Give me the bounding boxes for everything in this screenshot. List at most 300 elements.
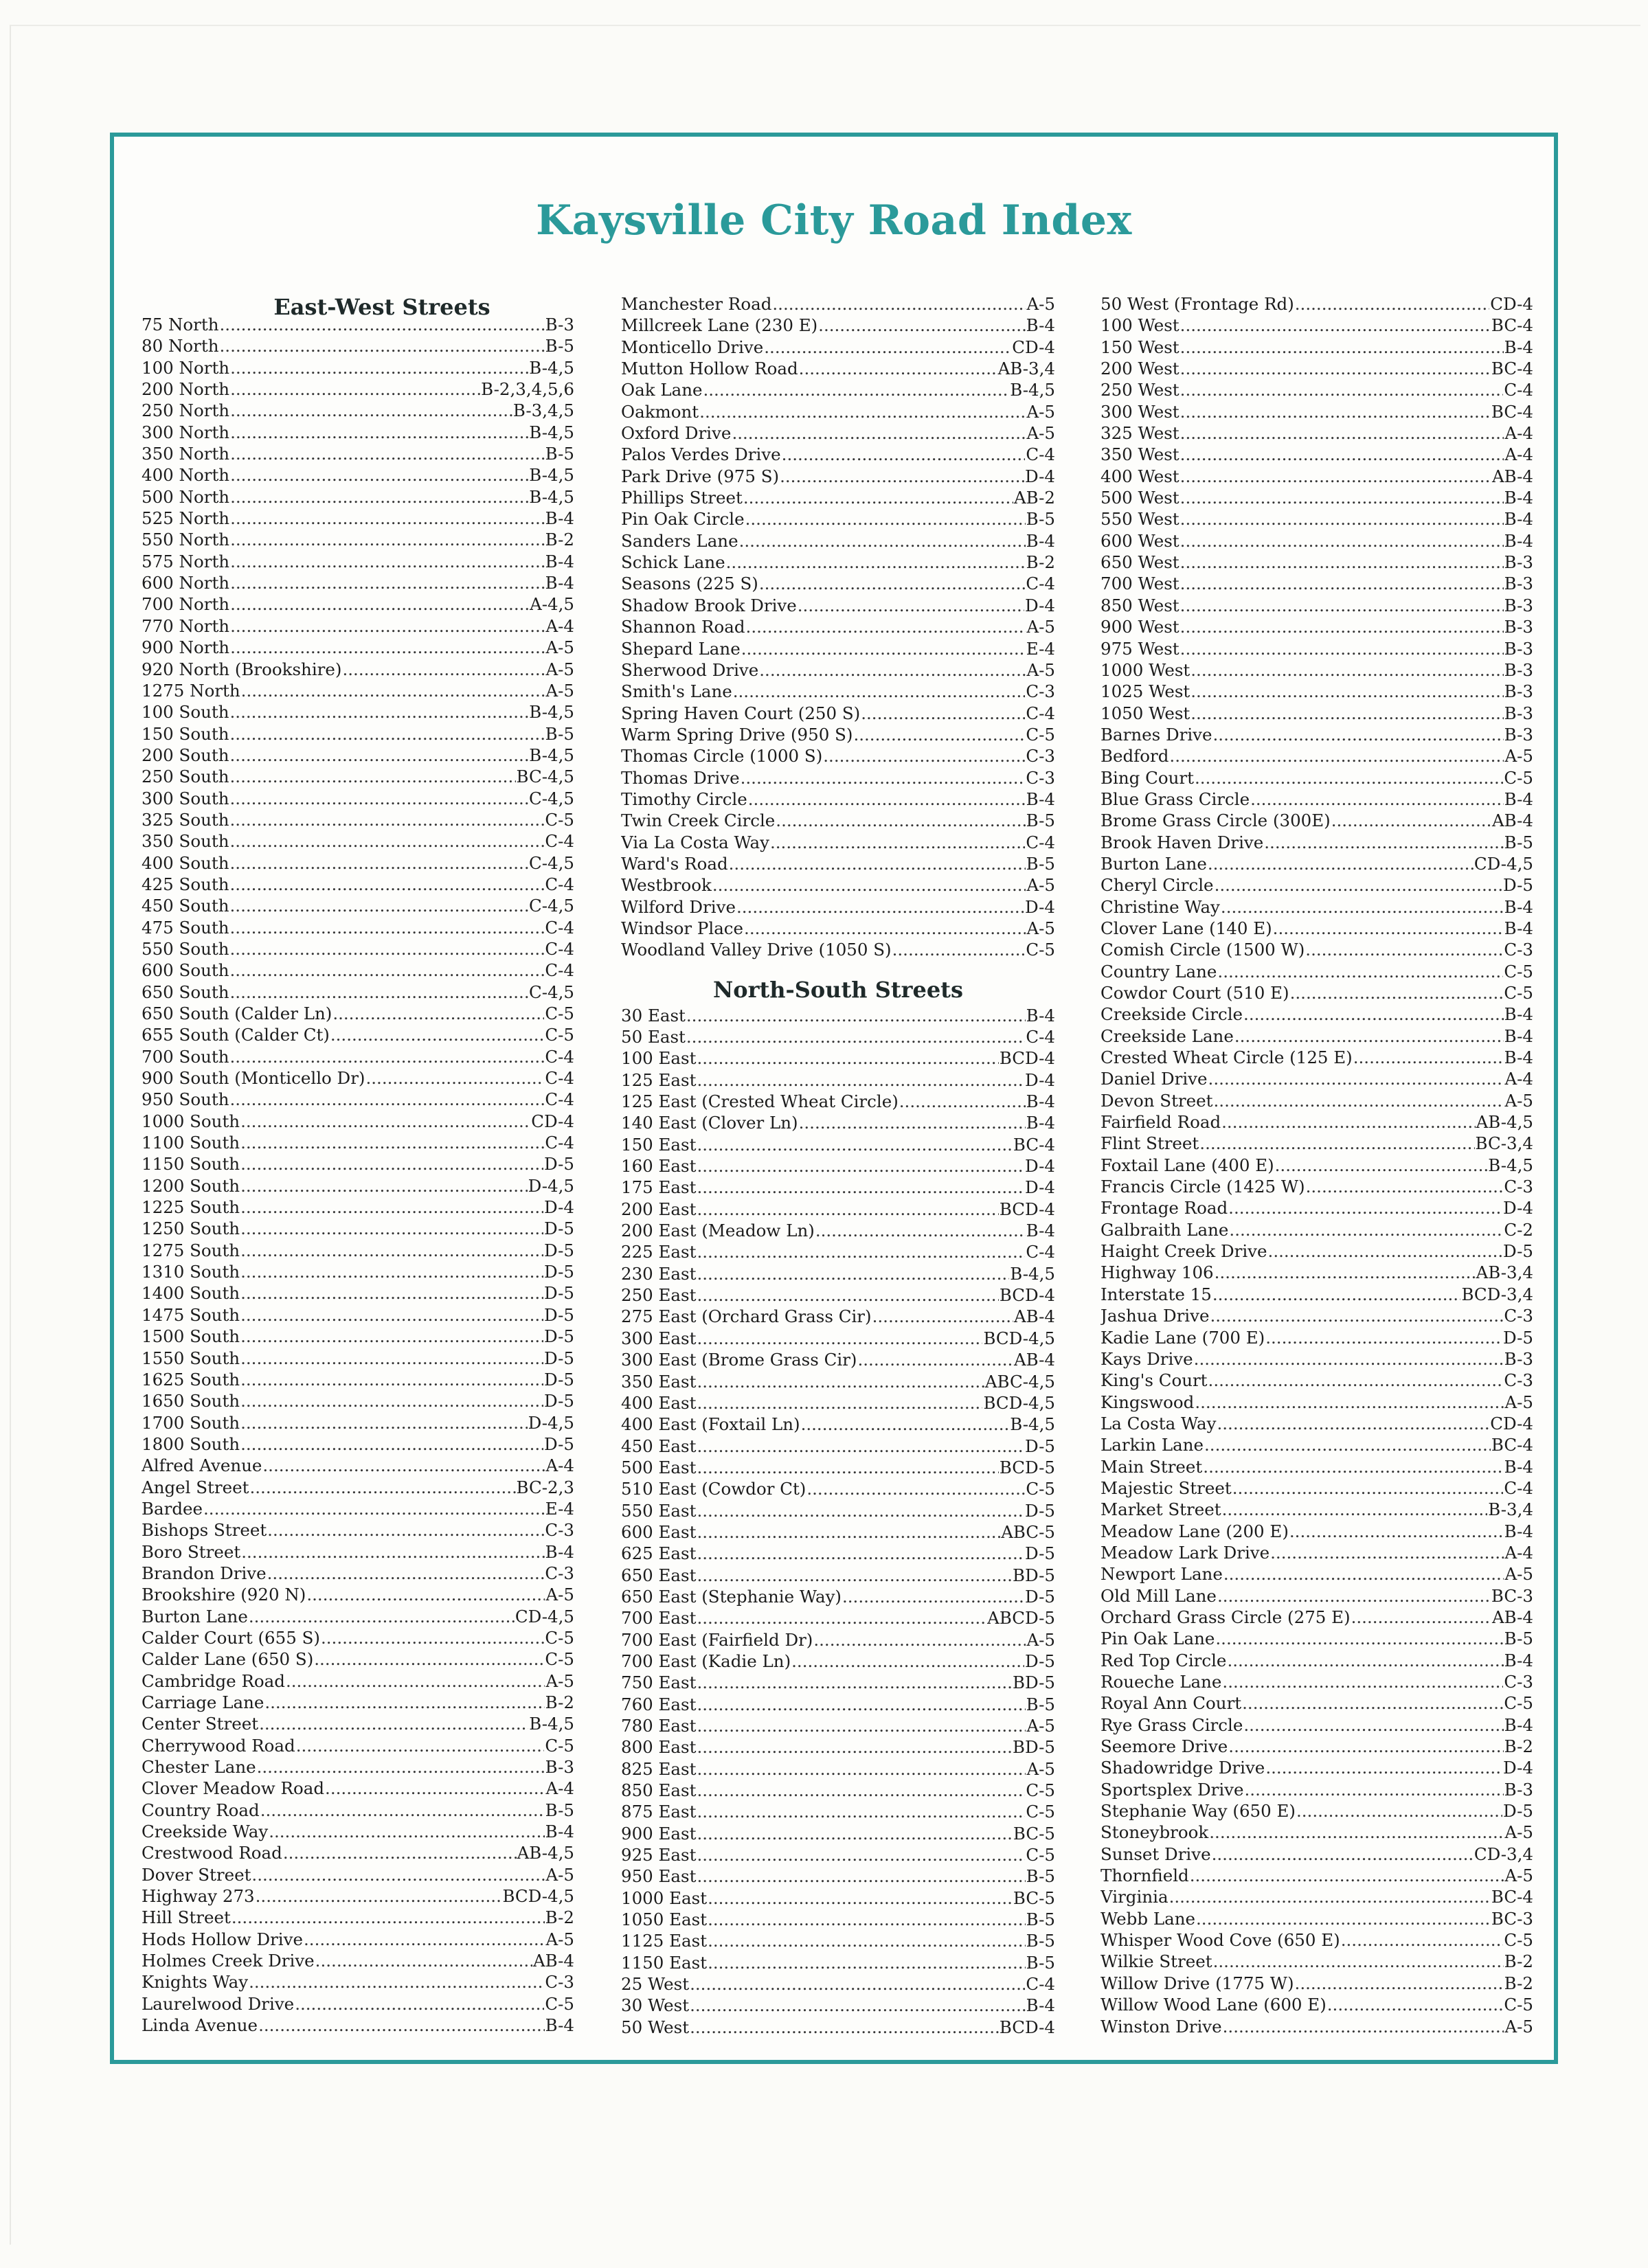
street-name: Warm Spring Drive (950 S) — [621, 724, 853, 745]
index-entry — [621, 401, 1055, 422]
dot-leader — [743, 487, 1013, 508]
index-entry — [1100, 1219, 1533, 1240]
street-name: 150 East — [621, 1134, 697, 1155]
map-grid-reference: A-5 — [1504, 1090, 1533, 1111]
index-entry — [142, 529, 574, 550]
street-name: 30 West — [621, 1995, 690, 2016]
dot-leader — [304, 1929, 545, 1950]
map-grid-reference: B-4,5 — [529, 486, 574, 507]
street-name: 500 North — [142, 486, 230, 507]
dot-leader — [314, 1648, 544, 1670]
index-entry — [1100, 724, 1533, 745]
street-name: 825 East — [621, 1758, 697, 1779]
dot-leader — [240, 1326, 543, 1347]
index-entry — [621, 638, 1055, 659]
map-grid-reference: A-5 — [1504, 1392, 1533, 1412]
index-entry — [142, 1153, 574, 1175]
map-grid-reference: C-4 — [1026, 1974, 1055, 1995]
dot-leader — [230, 637, 545, 658]
index-entry — [142, 1477, 574, 1498]
map-grid-reference: BC-4 — [1491, 1887, 1533, 1907]
index-entry — [142, 1842, 574, 1863]
dot-leader — [1232, 1477, 1504, 1499]
index-entry — [142, 874, 574, 895]
index-entry — [142, 1024, 574, 1045]
dot-leader — [306, 1584, 545, 1605]
map-grid-reference: C-4 — [545, 938, 574, 959]
street-name: 900 South (Monticello Dr) — [142, 1068, 365, 1089]
index-entry — [621, 1844, 1055, 1866]
index-entry — [1100, 1499, 1533, 1520]
dot-leader — [799, 1112, 1026, 1133]
index-entry — [1100, 896, 1533, 918]
index-entry — [1100, 1240, 1533, 1262]
street-name: Red Top Circle — [1100, 1650, 1227, 1670]
map-grid-reference: C-4 — [545, 917, 574, 938]
street-name: Thomas Circle (1000 S) — [621, 746, 823, 767]
map-grid-reference: C-3 — [1504, 1672, 1533, 1692]
index-entry — [142, 788, 574, 809]
street-name: Main Street — [1100, 1456, 1203, 1477]
index-entry — [1100, 1111, 1533, 1133]
dot-leader — [823, 745, 1025, 767]
index-entry — [621, 2017, 1055, 2038]
dot-leader — [230, 852, 529, 874]
index-entry — [621, 530, 1055, 552]
index-entry — [1100, 853, 1533, 874]
street-name: 1150 East — [621, 1952, 708, 1973]
index-entry — [1100, 293, 1533, 315]
map-grid-reference: B-3 — [1504, 617, 1533, 637]
street-name: Park Drive (975 S) — [621, 466, 780, 486]
index-entry — [621, 1457, 1055, 1478]
map-grid-reference: B-4 — [545, 508, 574, 529]
index-entry — [621, 1414, 1055, 1435]
index-entry — [142, 1067, 574, 1089]
street-name: Dover Street — [142, 1864, 251, 1885]
index-entry — [142, 464, 574, 486]
map-grid-reference: AB-3,4 — [1476, 1262, 1533, 1283]
index-entry — [1100, 508, 1533, 530]
dot-leader — [686, 1026, 1026, 1047]
street-name: Stephanie Way (650 E) — [1100, 1801, 1296, 1822]
index-entry — [621, 1306, 1055, 1327]
street-name: Kays Drive — [1100, 1348, 1193, 1369]
index-entry — [142, 809, 574, 830]
street-name: Shannon Road — [621, 617, 745, 637]
dot-leader — [1180, 573, 1504, 594]
street-name: Twin Creek Circle — [621, 810, 776, 831]
index-entry — [1100, 703, 1533, 724]
street-name: Mutton Hollow Road — [621, 359, 798, 379]
street-name: 250 North — [142, 400, 230, 421]
street-name: 550 North — [142, 530, 230, 550]
index-entry — [142, 1519, 574, 1541]
street-name: 550 East — [621, 1500, 697, 1521]
dot-leader — [1180, 595, 1504, 616]
map-grid-reference: B-2 — [545, 1907, 574, 1928]
dot-leader — [1223, 1563, 1504, 1585]
map-grid-reference: A-5 — [1504, 746, 1533, 767]
street-name: 850 West — [1100, 595, 1179, 615]
map-grid-reference: C-4 — [545, 874, 574, 894]
dot-leader — [1223, 2016, 1504, 2037]
dot-leader — [697, 1565, 1012, 1586]
map-grid-reference: B-5 — [545, 336, 574, 356]
street-name: 950 East — [621, 1866, 697, 1887]
street-name: Highway 106 — [1100, 1262, 1214, 1283]
street-name: 100 South — [142, 702, 229, 723]
map-grid-reference: BC-3 — [1491, 1585, 1533, 1606]
index-entry — [1100, 1176, 1533, 1197]
north-south-list — [621, 1005, 1055, 2039]
map-grid-reference: D-5 — [1025, 1436, 1055, 1456]
dot-leader — [1208, 1068, 1504, 1089]
index-entry — [621, 422, 1055, 444]
index-entry — [142, 615, 574, 637]
street-name: Jashua Drive — [1100, 1306, 1210, 1326]
index-entry — [621, 552, 1055, 573]
map-grid-reference: CD-4 — [1490, 1413, 1533, 1433]
street-name: Meadow Lark Drive — [1100, 1542, 1270, 1563]
index-entry — [621, 1177, 1055, 1198]
map-grid-reference: B-5 — [1026, 1952, 1055, 1973]
dot-leader — [815, 1220, 1026, 1241]
index-entry — [1100, 789, 1533, 810]
map-grid-reference: B-4,5 — [1010, 380, 1055, 400]
index-entry — [621, 659, 1055, 681]
map-grid-reference: B-4,5 — [1010, 1263, 1055, 1284]
street-name: Cherrywood Road — [142, 1735, 295, 1756]
dot-leader — [1305, 939, 1503, 960]
dot-leader — [1199, 1133, 1474, 1154]
index-entry — [142, 400, 574, 421]
index-entry — [1100, 1003, 1533, 1025]
street-name: Royal Ann Court — [1100, 1693, 1242, 1714]
map-grid-reference: B-4 — [1504, 1047, 1533, 1068]
map-grid-reference: D-5 — [544, 1154, 574, 1175]
index-entry — [1100, 1047, 1533, 1068]
index-entry — [1100, 638, 1533, 659]
street-name: Linda Avenue — [142, 2015, 258, 2036]
street-name: Sherwood Drive — [621, 659, 759, 680]
index-entry — [142, 1800, 574, 1821]
index-entry — [621, 1715, 1055, 1736]
dot-leader — [708, 1930, 1026, 1951]
map-grid-reference: C-5 — [545, 809, 574, 830]
street-name: 300 North — [142, 422, 230, 442]
dot-leader — [1327, 1994, 1504, 2015]
map-grid-reference: E-4 — [545, 1498, 574, 1519]
map-grid-reference: C-4,5 — [529, 896, 574, 916]
index-entry — [1100, 1822, 1533, 1843]
dot-leader — [259, 1713, 528, 1734]
street-name: Laurelwood Drive — [142, 1993, 295, 2014]
dot-leader — [813, 1629, 1026, 1651]
map-grid-reference: B-5 — [1026, 1694, 1055, 1714]
index-entry — [621, 1134, 1055, 1155]
map-grid-reference: C-3 — [1026, 681, 1055, 702]
street-name: 925 East — [621, 1845, 697, 1866]
index-entry — [621, 1736, 1055, 1758]
dot-leader — [697, 1758, 1026, 1780]
dot-leader — [230, 701, 529, 723]
street-name: Westbrook — [621, 875, 712, 896]
map-grid-reference: BC-3 — [1491, 1908, 1533, 1929]
dot-leader — [241, 1541, 544, 1563]
map-grid-reference: BCD-4 — [999, 1199, 1055, 1219]
index-entry — [142, 1089, 574, 1110]
index-entry — [1100, 1068, 1533, 1089]
street-name: Winston Drive — [1100, 2016, 1222, 2037]
index-entry — [142, 593, 574, 615]
dot-leader — [801, 1414, 1010, 1435]
index-entry — [1100, 1886, 1533, 1907]
dot-leader — [321, 1627, 544, 1648]
index-entry — [621, 1371, 1055, 1392]
map-grid-reference: AB-4 — [1013, 1306, 1055, 1327]
street-name: 350 East — [621, 1371, 697, 1392]
map-grid-reference: D-5 — [544, 1326, 574, 1347]
dot-leader — [1215, 1628, 1503, 1649]
index-entry — [142, 1326, 574, 1347]
index-entry — [621, 1069, 1055, 1091]
map-grid-reference: AB-4 — [1013, 1350, 1055, 1370]
index-entry — [621, 1629, 1055, 1651]
street-name: Thornfield — [1100, 1866, 1189, 1886]
index-entry — [621, 681, 1055, 702]
street-name: Country Road — [142, 1800, 260, 1820]
street-name: Willow Wood Lane (600 E) — [1100, 1995, 1327, 2015]
dot-leader — [260, 1800, 545, 1821]
dot-leader — [1214, 1090, 1504, 1111]
index-entry — [142, 1390, 574, 1411]
street-name: Creekside Way — [142, 1822, 269, 1842]
map-grid-reference: A-4 — [545, 615, 574, 636]
index-entry — [142, 982, 574, 1003]
street-name: Phillips Street — [621, 488, 743, 508]
street-name: 550 South — [142, 938, 229, 959]
dot-leader — [230, 422, 528, 443]
index-entry — [1100, 573, 1533, 594]
map-grid-reference: C-5 — [545, 1003, 574, 1023]
index-entry — [142, 680, 574, 701]
street-name: Schick Lane — [621, 552, 725, 573]
street-name: 1200 South — [142, 1175, 240, 1196]
street-name: 500 West — [1100, 488, 1179, 508]
street-name: 1050 East — [621, 1909, 708, 1930]
street-name: 700 South — [142, 1046, 229, 1067]
street-name: Orchard Grass Circle (275 E) — [1100, 1607, 1351, 1627]
map-grid-reference: C-4 — [1026, 1027, 1055, 1047]
index-entry — [142, 1756, 574, 1778]
index-entry — [621, 1091, 1055, 1112]
map-grid-reference: B-3 — [1504, 638, 1533, 659]
index-entry — [142, 637, 574, 658]
street-name: Webb Lane — [1100, 1908, 1195, 1929]
map-grid-reference: D-5 — [1503, 1801, 1533, 1822]
dot-leader — [745, 508, 1026, 530]
dot-leader — [1217, 1413, 1489, 1434]
index-entry — [1100, 401, 1533, 422]
index-entry — [621, 1220, 1055, 1241]
dot-leader — [1180, 379, 1504, 400]
map-grid-reference: D-5 — [544, 1433, 574, 1454]
dot-leader — [203, 1498, 545, 1519]
map-grid-reference: D-5 — [1503, 1327, 1533, 1348]
map-grid-reference: B-4 — [545, 1541, 574, 1562]
street-name: Smith's Lane — [621, 681, 732, 702]
index-entry — [621, 1586, 1055, 1607]
map-grid-reference: C-5 — [545, 1735, 574, 1756]
index-entry — [142, 852, 574, 874]
map-grid-reference: C-5 — [1504, 1995, 1533, 2015]
street-name: Francis Circle (1425 W) — [1100, 1177, 1305, 1197]
street-name: 350 West — [1100, 444, 1179, 465]
street-name: 300 West — [1100, 401, 1179, 422]
dot-leader — [240, 1197, 543, 1218]
map-grid-reference: BCD-4 — [999, 1285, 1055, 1306]
street-name: Sanders Lane — [621, 530, 738, 551]
map-grid-reference: BC-4 — [1491, 315, 1533, 336]
street-name: 1225 South — [142, 1197, 240, 1218]
index-entry — [1100, 1585, 1533, 1607]
index-entry — [621, 832, 1055, 853]
dot-leader — [744, 918, 1026, 939]
index-entry — [142, 1692, 574, 1713]
map-grid-reference: C-5 — [545, 1993, 574, 2014]
dot-leader — [240, 1175, 528, 1197]
dot-leader — [857, 1349, 1013, 1370]
index-entry — [1100, 1650, 1533, 1671]
dot-leader — [1275, 1155, 1488, 1176]
index-entry — [1100, 552, 1533, 573]
map-grid-reference: D-5 — [1025, 1500, 1055, 1521]
map-grid-reference: B-4,5 — [1488, 1155, 1533, 1175]
dot-leader — [1243, 1714, 1503, 1736]
street-name: Market Street — [1100, 1499, 1221, 1520]
index-entry — [1100, 1090, 1533, 1111]
dot-leader — [1195, 767, 1503, 789]
street-name: 770 North — [142, 615, 230, 636]
index-entry — [142, 701, 574, 723]
dot-leader — [295, 1993, 544, 2015]
dot-leader — [1180, 552, 1504, 573]
map-grid-reference: C-5 — [545, 1025, 574, 1045]
street-name: 1250 South — [142, 1218, 240, 1239]
index-entry — [621, 337, 1055, 358]
dot-leader — [1270, 1542, 1504, 1563]
street-name: 100 West — [1100, 315, 1179, 336]
dot-leader — [1190, 1865, 1504, 1886]
dot-leader — [1250, 789, 1504, 810]
dot-leader — [220, 314, 545, 335]
street-name: Barnes Drive — [1100, 724, 1212, 745]
dot-leader — [230, 572, 545, 593]
street-name: 1310 South — [142, 1262, 240, 1282]
dot-leader — [230, 723, 545, 745]
dot-leader — [1190, 659, 1503, 681]
index-entry — [621, 1672, 1055, 1693]
dot-leader — [220, 335, 545, 356]
map-grid-reference: AB-4,5 — [1476, 1112, 1533, 1133]
map-grid-reference: C-4 — [1026, 444, 1055, 465]
dot-leader — [1169, 745, 1504, 767]
map-grid-reference: B-4 — [1026, 1113, 1055, 1133]
index-entry — [1100, 659, 1533, 681]
street-name: 25 West — [621, 1974, 690, 1995]
map-grid-reference: C-4 — [1504, 1477, 1533, 1498]
street-name: 900 East — [621, 1823, 697, 1844]
dot-leader — [1208, 1370, 1504, 1391]
map-grid-reference: BC-5 — [1013, 1887, 1055, 1908]
index-entry — [142, 551, 574, 572]
index-entry — [621, 1112, 1055, 1133]
map-grid-reference: C-4,5 — [529, 982, 574, 1002]
dot-leader — [697, 1134, 1012, 1155]
dot-leader — [1229, 1219, 1503, 1240]
dot-leader — [230, 357, 528, 378]
street-name: 125 East — [621, 1069, 697, 1090]
map-grid-reference: B-2 — [545, 1692, 574, 1712]
street-name: Rye Grass Circle — [1100, 1714, 1243, 1735]
dot-leader — [690, 1973, 1025, 1995]
index-entry — [621, 1392, 1055, 1414]
map-grid-reference: B-4 — [545, 2015, 574, 2036]
map-grid-reference: B-4 — [1026, 789, 1055, 809]
dot-leader — [697, 1241, 1025, 1262]
dot-leader — [697, 1069, 1024, 1091]
dot-leader — [1196, 1908, 1491, 1929]
dot-leader — [230, 1089, 545, 1110]
map-grid-reference: AB-4 — [1491, 1607, 1533, 1627]
street-name: Manchester Road — [621, 294, 772, 314]
street-name: 325 West — [1100, 423, 1179, 444]
index-entry — [142, 917, 574, 938]
index-entry — [142, 1971, 574, 1993]
map-grid-reference: C-4 — [545, 960, 574, 981]
map-grid-reference: CD-4,5 — [515, 1606, 574, 1626]
index-entry — [142, 357, 574, 378]
map-grid-reference: C-5 — [1026, 940, 1055, 960]
street-name: 750 East — [621, 1672, 697, 1693]
index-entry — [142, 1369, 574, 1390]
street-name: Clover Lane (140 E) — [1100, 918, 1272, 938]
map-grid-reference: B-4,5 — [529, 357, 574, 378]
map-grid-reference: B-2 — [1504, 1736, 1533, 1757]
dot-leader — [780, 466, 1024, 487]
index-entry — [1100, 616, 1533, 637]
map-grid-reference: BC-4 — [1013, 1134, 1055, 1155]
map-grid-reference: B-4,5 — [529, 702, 574, 723]
dot-leader — [733, 681, 1026, 702]
dot-leader — [1351, 1607, 1491, 1628]
street-name: Pin Oak Circle — [621, 509, 745, 530]
street-name: 600 South — [142, 960, 229, 981]
street-name: 1275 North — [142, 680, 240, 701]
dot-leader — [726, 552, 1026, 573]
map-grid-reference: A-4 — [1504, 1542, 1533, 1563]
street-name: Calder Court (655 S) — [142, 1627, 320, 1648]
street-name: 100 East — [621, 1048, 697, 1069]
dot-leader — [697, 1715, 1026, 1736]
index-entry — [1100, 530, 1533, 552]
street-name: Newport Lane — [1100, 1564, 1223, 1585]
map-grid-reference: BC-2,3 — [516, 1477, 574, 1497]
street-name: Sportsplex Drive — [1100, 1779, 1244, 1800]
street-name: Brome Grass Circle (300E) — [1100, 810, 1331, 831]
map-grid-reference: C-4 — [1026, 703, 1055, 723]
